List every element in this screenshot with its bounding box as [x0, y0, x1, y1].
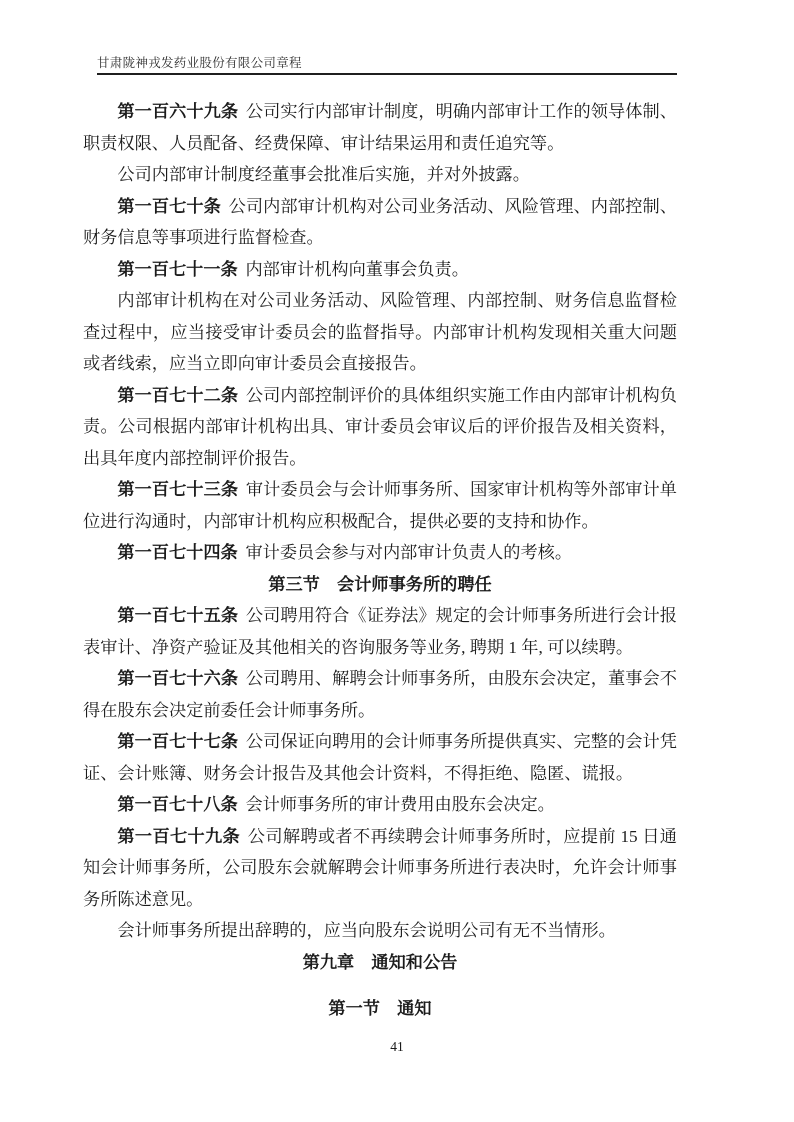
article-paragraph	[83, 821, 677, 916]
article-text: 公司解聘或者不再续聘会计师事务所时，应提前 15 日通知会计师事务所，公司股东会就解聘会计师事务所进行表决时，允许会计师事务所陈述意见。	[83, 826, 677, 909]
article-text: 审计委员会参与对内部审计负责人的考核。	[245, 543, 573, 562]
article-text: 公司内部审计机构对公司业务活动、风险管理、内部控制、财务信息等事项进行监督检查。	[83, 196, 677, 247]
article-text: 公司内部控制评价的具体组织实施工作由内部审计机构负责。公司根据内部审计机构出具、审计委员会审议后的评价报告及相关资料，出具年度内部控制评价报告。	[83, 385, 677, 468]
article-paragraph	[83, 537, 677, 569]
document-body	[83, 96, 677, 1025]
article-paragraph	[83, 726, 677, 789]
article-text: 公司聘用、解聘会计师事务所，由股东会决定，董事会不得在股东会决定前委任会计师事务所。	[83, 669, 677, 720]
article-number: 第一百七十四条	[117, 543, 238, 562]
page-header	[97, 56, 677, 75]
page-footer	[0, 1039, 794, 1055]
article-paragraph	[83, 380, 677, 475]
article-text: 审计委员会与会计师事务所、国家审计机构等外部审计单位进行沟通时，内部审计机构应积极配合，提供必要的支持和协作。	[83, 480, 677, 531]
article-number: 第一百七十七条	[117, 732, 239, 751]
article-paragraph	[83, 254, 677, 286]
article-number: 第一百六十九条	[117, 102, 239, 121]
article-text: 公司实行内部审计制度，明确内部审计工作的领导体制、职责权限、人员配备、经费保障、审计结果运用和责任追究等。	[83, 102, 677, 153]
article-number: 第一百七十九条	[117, 826, 241, 846]
article-number: 第一百七十三条	[117, 480, 239, 499]
chapter-heading: 第九章 通知和公告	[302, 952, 458, 972]
page-number: 41	[390, 1039, 404, 1054]
article-paragraph	[83, 663, 677, 726]
body-paragraph: 内部审计机构在对公司业务活动、风险管理、内部控制、财务信息监督检查过程中，应当接受审计委员会的监督指导。内部审计机构发现相关重大问题或者线索，应当立即向审计委员会直接报告。	[83, 291, 677, 373]
article-text: 公司保证向聘用的会计师事务所提供真实、完整的会计凭证、会计账簿、财务会计报告及其他会计资料，不得拒绝、隐匿、谎报。	[83, 732, 677, 783]
article-text: 会计师事务所的审计费用由股东会决定。	[245, 795, 555, 814]
body-paragraph: 会计师事务所提出辞聘的，应当向股东会说明公司有无不当情形。	[117, 921, 616, 940]
article-number: 第一百七十一条	[117, 259, 238, 279]
article-paragraph	[83, 600, 677, 663]
body-paragraph: 公司内部审计制度经董事会批准后实施，并对外披露。	[117, 165, 530, 184]
article-number: 第一百七十五条	[117, 606, 239, 625]
article-paragraph	[83, 789, 677, 821]
article-paragraph	[83, 96, 677, 159]
article-number: 第一百七十二条	[117, 385, 239, 405]
article-number: 第一百七十八条	[117, 795, 238, 814]
section-heading: 第一节 通知	[328, 999, 432, 1018]
article-text: 内部审计机构向董事会负责。	[245, 259, 469, 279]
article-paragraph	[83, 191, 677, 254]
article-number: 第一百七十六条	[117, 669, 239, 688]
header-title: 甘肃陇神戎发药业股份有限公司章程	[97, 56, 302, 70]
article-text: 公司聘用符合《证券法》规定的会计师事务所进行会计报表审计、净资产验证及其他相关的咨询服务等业务, 聘期 1 年, 可以续聘。	[83, 606, 677, 657]
section-heading: 第三节 会计师事务所的聘任	[268, 574, 492, 594]
article-number: 第一百七十条	[117, 196, 221, 216]
article-paragraph	[83, 474, 677, 537]
